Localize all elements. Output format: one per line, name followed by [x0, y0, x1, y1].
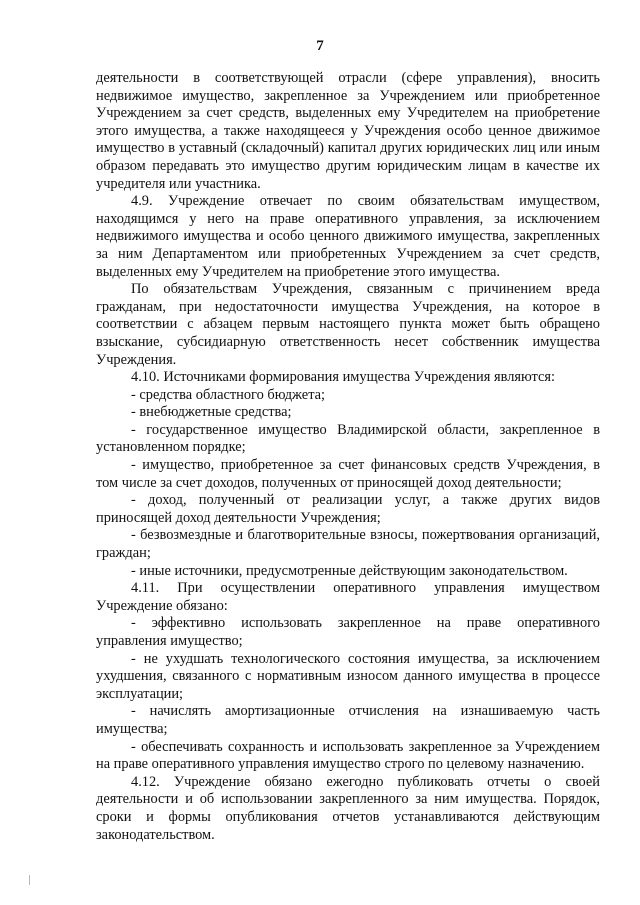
list-item: - средства областного бюджета; [131, 386, 326, 403]
list-item: - начислять амортизационные отчисления на изнашиваемую часть имущества; [96, 703, 600, 737]
list-item: - эффективно использовать закрепленное на праве оперативного управления имущество; [96, 615, 600, 649]
paragraph-4-11: 4.11. При осуществлении оперативного управления имуществом Учреждение обязано: [96, 580, 600, 614]
paragraph-continuation: деятельности в соответствующей отрасли (сфере управления), вносить недвижимое имущество, закрепленное за Учреждением или приобретенное Учреждением за счет средств, выделенных ему Учредителем на приобретение этого имущества, а также находящееся у Учреждения особо ценное движимое имущество в уставный (складочный) капитал других юридических лиц или иным образом передавать это имущество другим юридическим лицам в качестве их учредителя или участника. [96, 70, 600, 192]
paragraph-4-12: 4.12. Учреждение обязано ежегодно публиковать отчеты о своей деятельности и об использовании закрепленного за ним имущества. Порядок, сроки и формы опубликования отчетов устанавливаются действующим законодательством. [96, 773, 600, 843]
page-number: 7 [316, 38, 324, 54]
list-item: - доход, полученный от реализации услуг, а также других видов приносящей доход деятельности Учреждения; [96, 492, 600, 526]
list-item: - внебюджетные средства; [131, 404, 292, 421]
list-item: - государственное имущество Владимирской области, закрепленное в установленном порядке; [96, 421, 600, 456]
list-item: - безвозмездные и благотворительные взносы, пожертвования организаций, граждан; [96, 527, 600, 562]
list-item: - имущество, приобретенное за счет финансовых средств Учреждения, в том числе за счет доходов, полученных от приносящей доход деятельности; [96, 457, 600, 491]
list-item: - не ухудшать технологического состояния имущества, за исключением ухудшения, связанного с нормативным износом данного имущества в процессе эксплуатации; [96, 650, 600, 702]
list-item: - обеспечивать сохранность и использовать закрепленное за Учреждением на праве оперативного управления имущество строго по целевому назначению. [96, 738, 600, 773]
list-item: - иные источники, предусмотренные действующим законодательством. [131, 562, 568, 579]
scan-artifact [29, 875, 30, 885]
paragraph-subsidiary-liability: По обязательствам Учреждения, связанным с причинением вреда гражданам, при недостаточности имущества Учреждения, на которое в соответствии с абзацем первым настоящего пункта может быть обращено взыскание, субсидиарную ответственность несет собственник имущества Учреждения. [96, 281, 600, 368]
document-body [96, 70, 600, 844]
paragraph-4-10: 4.10. Источниками формирования имущества Учреждения являются: [131, 369, 556, 386]
paragraph-4-9: 4.9. Учреждение отвечает по своим обязательствам имуществом, находящимся у него на праве оперативного управления, за исключением недвижимого имущества и особо ценного движимого имущества, закрепленных за ним Департаментом или приобретенных Учреждением за счет средств, выделенных ему Учредителем на приобретение этого имущества. [96, 193, 600, 280]
